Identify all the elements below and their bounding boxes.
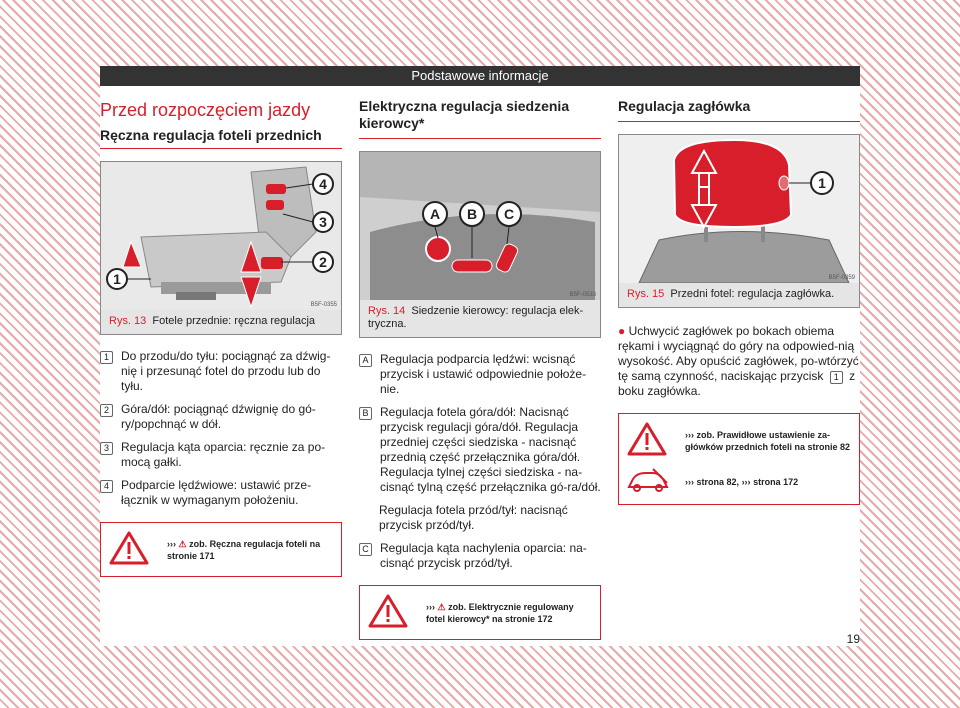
- ref-link-172[interactable]: strona 172: [753, 476, 799, 487]
- list-item: [100, 440, 342, 470]
- warning-triangle-icon: [627, 422, 673, 459]
- warning-link[interactable]: zob. Ręczna regulacja foteli na stronie 171: [167, 538, 321, 561]
- item-text: Regulacja kąta oparcia: ręcznie za po-mocą gałki.: [121, 440, 326, 469]
- bullet-icon: ●: [618, 324, 626, 338]
- electric-seat-illustration: [360, 152, 600, 300]
- list-item: [100, 402, 342, 432]
- item-letter: C: [359, 543, 372, 556]
- section-title-headrest: Regulacja zagłówka: [618, 86, 860, 122]
- section-header: Podstawowe informacje: [100, 66, 860, 86]
- item-text: Regulacja podparcia lędźwi: wcisnąć przycisk i ustawić odpowiednie położe-nie.: [380, 352, 587, 396]
- instruction-list: [100, 349, 342, 508]
- item-number: 1: [100, 351, 113, 364]
- item-letter: A: [359, 354, 372, 367]
- arrow-glyph: ›››: [167, 538, 176, 549]
- list-item: [100, 478, 342, 508]
- marker-1: 1: [818, 175, 826, 191]
- small-warning-icon: ⚠: [178, 538, 187, 549]
- warning-triangle-icon: [368, 594, 414, 631]
- section-title-electric-seat: Elektryczna regulacja siedzenia kierowcy*: [359, 86, 601, 139]
- ref-number: 1: [830, 371, 843, 384]
- item-text: Regulacja fotela przód/tył: nacisnąć przycisk przód/tył.: [379, 503, 568, 532]
- arrow-glyph: ›››: [685, 476, 694, 487]
- figure-14: [359, 151, 601, 338]
- warning-row: [627, 422, 851, 459]
- item-text: Regulacja fotela góra/dół: Nacisnąć przycisk regulacji góra/dół. Regulacja przedniej części siedziska - nacisnąć przednią część przełącznika góra/dół. Regulacja tylnej części siedziska - na-cisnąć tylną część przełącznika gó-ra/dół.: [380, 405, 601, 494]
- figure-label: Rys. 13: [109, 315, 147, 327]
- reference-row: [627, 467, 851, 496]
- list-item: [100, 349, 342, 394]
- reference-text: [685, 476, 798, 488]
- headrest-illustration: [619, 135, 859, 283]
- figure-caption: [101, 310, 341, 334]
- seat-illustration: [101, 162, 341, 310]
- item-number: 2: [100, 404, 113, 417]
- warning-text: [426, 601, 592, 625]
- marker-3: 3: [319, 214, 327, 230]
- list-item: [359, 405, 601, 495]
- headrest-instructions: [618, 324, 860, 399]
- arrow-glyph: ›››: [426, 601, 435, 612]
- figure-caption-text: Przedni fotel: regulacja zagłówka.: [670, 288, 835, 300]
- warning-box: [359, 585, 601, 640]
- warning-box: [100, 522, 342, 577]
- marker-1: 1: [113, 271, 121, 287]
- figure-label: Rys. 15: [627, 288, 665, 300]
- page-number: 19: [846, 632, 860, 646]
- section-title-manual-seat: Ręczna regulacja foteli przednich: [100, 127, 342, 149]
- instruction-list: [359, 352, 601, 571]
- warning-text: [685, 429, 851, 453]
- column-manual-seat: [100, 86, 342, 577]
- para-text: Uchwycić zagłówek po bokach obiema rękami i wyciągnąć do góry na odpowied-nią wysokość. Aby opuścić zagłówek, po-wtórzyć tę samą czynność, naciskając przycisk: [618, 324, 859, 383]
- marker-2: 2: [319, 254, 327, 270]
- list-item: [359, 541, 601, 571]
- arrow-glyph: ›››: [685, 429, 694, 440]
- figure-13: [100, 161, 342, 335]
- column-headrest: [618, 86, 860, 505]
- warning-triangle-icon: [109, 531, 155, 568]
- car-wrench-icon: [627, 467, 673, 496]
- small-warning-icon: ⚠: [437, 601, 446, 612]
- item-text: Do przodu/do tyłu: pociągnąć za dźwig-nię i przesunąć fotel do przodu lub do tyłu.: [121, 349, 331, 393]
- item-number: 3: [100, 442, 113, 455]
- column-electric-seat: [359, 86, 601, 640]
- marker-4: 4: [319, 176, 327, 192]
- list-item-continuation: [379, 503, 601, 533]
- item-text: Góra/dół: pociągnąć dźwignię do gó-ry/popchnąć w dół.: [121, 402, 316, 431]
- warning-text: [167, 538, 333, 562]
- figure-caption: [619, 283, 859, 307]
- figure-code: B5F-0533: [569, 292, 596, 298]
- ref-link-82[interactable]: strona 82,: [696, 476, 740, 487]
- warning-link[interactable]: zob. Prawidłowe ustawienie za-główków przednich foteli na stronie 82: [685, 429, 851, 452]
- figure-code: B5F-0355: [310, 302, 337, 308]
- marker-C: C: [503, 206, 515, 222]
- warning-box: [618, 413, 860, 505]
- figure-caption: [360, 300, 600, 337]
- figure-caption-text: Siedzenie kierowcy: regulacja elek-tryczna.: [368, 305, 584, 330]
- figure-label: Rys. 14: [368, 305, 406, 317]
- figure-code: B5F-0359: [828, 275, 855, 281]
- chapter-title: Przed rozpoczęciem jazdy: [100, 100, 311, 120]
- warning-link[interactable]: zob. Elektrycznie regulowany fotel kierowcy* na stronie 172: [426, 601, 574, 624]
- item-letter: B: [359, 407, 372, 420]
- figure-15: [618, 134, 860, 308]
- marker-A: A: [429, 206, 441, 222]
- figure-caption-text: Fotele przednie: ręczna regulacja: [152, 315, 316, 327]
- marker-B: B: [466, 206, 478, 222]
- arrow-glyph: ›››: [741, 476, 751, 487]
- list-item: [359, 352, 601, 397]
- para-text-end: z boku zagłówka.: [618, 369, 856, 398]
- item-text: Regulacja kąta nachylenia oparcia: na-cisnąć przycisk przód/tył.: [380, 541, 587, 570]
- item-number: 4: [100, 480, 113, 493]
- item-text: Podparcie lędźwiowe: ustawić prze-łącznik w wymaganym położeniu.: [121, 478, 312, 507]
- page-sheet: [100, 66, 860, 646]
